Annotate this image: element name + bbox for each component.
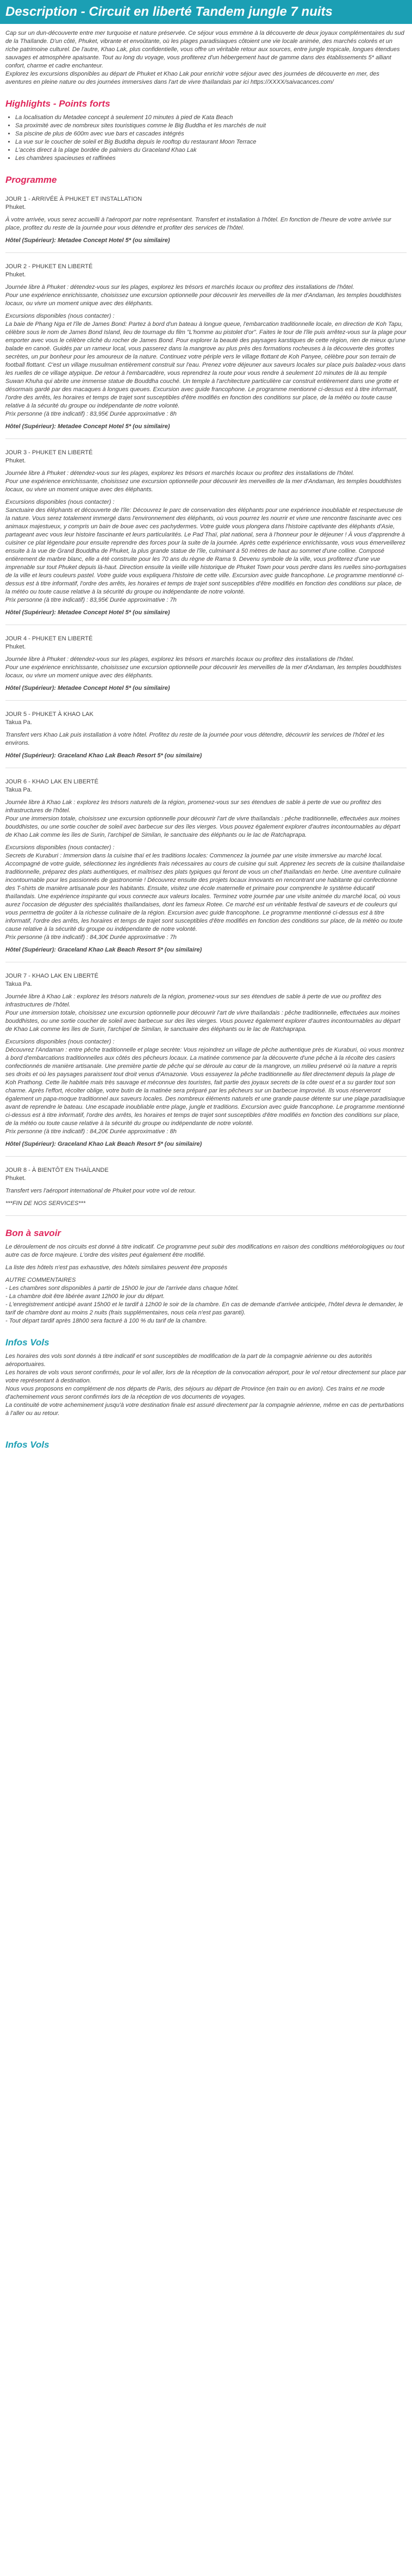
day-hotel: Hôtel (Supérieur): Metadee Concept Hotel 5* (ou similaire) [5,609,170,616]
day-place: Phuket. [5,271,26,278]
spacer [0,1195,412,1200]
spacer [0,839,412,844]
day-paragraph: Journée libre à Phuket : détendez-vous sur les plages, explorez les trésors et marchés locaux ou profitez des installations de l'hôtel. [5,656,354,663]
day-hotel: Hôtel (Supérieur): Metadee Concept Hotel 5* (ou similaire) [5,237,170,244]
day-paragraph: Journée libre à Khao Lak : explorez les trésors naturels de la région, promenez-vous sur ses étendues de sable à perte de vue ou profitez des infrastructures de l'hôtel. [5,993,382,1008]
day-paragraph: Pour une immersion totale, choisissez une excursion optionnelle pour découvrir l'art de vivre thaïlandais : pêche traditionnelle, effectuées aux moines bouddhistes, ou une sortie coucher de soleil avec barbecue sur des îles vierges. Vous pouvez également explorer d'autres incontournables au départ de Khao Lak comme les îles de Surin, l'archipel de Similan, le sanctuaire des éléphants ou le lac de Ratchaprapa. [5,816,401,838]
bon-paragraph: AUTRE COMMENTAIRES [5,1277,76,1283]
day-hotel: Hôtel (Supérieur): Metadee Concept Hotel 5* (ou similaire) [5,685,170,691]
day-paragraph: Secrets de Kuraburi : Immersion dans la cuisine thaï et les traditions locales: Commencez la journée par une visite immersive au marché local. Accompagné de votre guide, sélectionnez les ingrédients frais nécessaires au cours de cuisine qui suit. Apprenez les secrets de la cuisine thaïlandaise traditionnelle, préparez des plats authentiques, et maîtrisez des plats typiques qui feront de vous un chef thaïlandais en herbe. Une aventure culinaire incontournable pour les passionnés de gastronomie ! Découvrez ensuite des projets locaux innovants en rencontrant une habitante qui confectionne des T-shirts de manière artisanale pour les habitants. Ensuite, visitez une école maternelle et primaire pour comprendre le système éducatif thaïlandais. Une expérience inspirante qui vous connecte aux valeurs locales. Terminez votre journée par une visite animée du marché local, où vous aurez l'occasion de déguster des spécialités thaïlandaises, dont les fameux Rotee. Ce marché est un véritable festival de saveurs et de couleurs qui vous permettra de goûter à la richesse culinaire de la région. Excursion avec guide francophone. Le programme mentionné ci-dessus est à titre informatif, l'ordre des arrêts, les horaires et temps de trajet sont susceptibles d'être modifiés en fonction des conditions sur place, de la météo ou toute cause relative à la sécurité du groupe ou indépendante de notre volonté. [5,853,405,932]
highlights-list [0,114,412,163]
highlight-item: • Sa piscine de plus de 600m avec vue bars et cascades intégrés [15,130,412,138]
highlight-item: • La vue sur le coucher de soleil et Big Buddha depuis le rooftop du restaurant Moon Terrace [15,138,412,146]
infos-paragraph: Les horaires des vols sont donnés à titre indicatif et sont susceptibles de modification de la part de la compagnie aérienne ou des autorités aéroportuaires. [5,1353,372,1368]
day-paragraph: Pour une expérience enrichissante, choisissez une excursion optionnelle pour découvrir les merveilles de la mer d'Andaman, les temples bouddhistes locaux, ou vivre un moment unique avec des éléphants. [5,292,402,307]
day-hotel: Hôtel (Supérieur): Metadee Concept Hotel 5* (ou similaire) [5,423,170,430]
highlight-item: • Sa proximité avec de nombreux sites touristiques comme le Big Buddha et les marchés de nuit [15,122,412,130]
page-banner: Description - Circuit en liberté Tandem jungle 7 nuits [0,0,412,24]
bon-a-savoir [0,1243,412,1325]
programme-title: Programme [5,175,57,185]
day-paragraph: Excursions disponibles (nous contacter) : [5,844,115,851]
day-block [0,711,412,768]
day-paragraph: Journée libre à Phuket : détendez-vous sur les plages, explorez les trésors et marchés locaux ou profitez des installations de l'hôtel. [5,470,354,477]
spacer [0,1272,412,1276]
bon-a-savoir-title: Bon à savoir [5,1228,61,1238]
day-title: JOUR 7 - KHAO LAK EN LIBERTÉ [5,973,98,979]
spacer [0,308,412,312]
divider [5,438,407,439]
day-paragraph: Excursions disponibles (nous contacter) : [5,313,115,319]
day-place: Phuket. [5,1175,26,1182]
divider [5,252,407,253]
infos-paragraph: Nous vous proposons en complément de nos départs de Paris, des séjours au départ de Province (en train ou en avion). Ces trains et ne mode d'acheminement vous seront confirmés lors de la réception de vos documents de voyages. [5,1386,385,1400]
day-block [0,778,412,962]
day-paragraph: Excursions disponibles (nous contacter) : [5,1039,115,1045]
highlight-item: • Les chambres spacieuses et raffinées [15,155,412,163]
day-paragraph: Prix personne (à titre indicatif) : 83,95€ Durée approximative : 7h [5,597,177,603]
day-paragraph: Excursions disponibles (nous contacter) : [5,499,115,505]
day-block [0,635,412,701]
day-paragraph: Journée libre à Phuket : détendez-vous sur les plages, explorez les trésors et marchés locaux ou profitez des installations de l'hôtel. [5,284,354,291]
day-paragraph: Pour une expérience enrichissante, choisissez une excursion optionnelle pour découvrir les merveilles de la mer d'Andaman, les temples bouddhistes locaux, ou vivre un moment unique avec des éléphants. [5,478,402,493]
infos-vols-title: Infos Vols [5,1337,49,1348]
day-hotel: Hôtel (Supérieur): Graceland Khao Lak Beach Resort 5* (ou similaire) [5,1141,202,1147]
day-paragraph: Transfert vers Khao Lak puis installation à votre hôtel. Profitez du reste de la journée pour vous détendre, découvrir les services de l'hôtel et les environs. [5,732,385,746]
day-place: Phuket. [5,204,26,211]
day-title: JOUR 5 - PHUKET À KHAO LAK [5,711,93,718]
day-hotel: Hôtel (Supérieur): Graceland Khao Lak Beach Resort 5* (ou similaire) [5,752,202,759]
day-paragraph: À votre arrivée, vous serez accueilli à l'aéroport par notre représentant. Transfert et installation à l'hôtel. En fonction de l'heure de votre arrivée sur place, profitez du reste de la journée pour vous détendre et profiter des services de l'hôtel. [5,217,391,231]
day-block [0,449,412,625]
day-paragraph: Prix personne (à titre indicatif) : 83,95€ Durée approximative : 8h [5,411,177,417]
spacer [0,494,412,498]
divider [5,1156,407,1157]
day-place: Takua Pa. [5,719,32,726]
day-paragraph: Journée libre à Khao Lak : explorez les trésors naturels de la région, promenez-vous sur ses étendues de sable à perte de vue ou profitez des infrastructures de l'hôtel. [5,799,382,814]
day-title: JOUR 1 - ARRIVÉE À PHUKET ET INSTALLATION [5,196,142,202]
day-title: JOUR 8 - À BIENTÔT EN THAÏLANDE [5,1167,109,1173]
bon-paragraph: La liste des hôtels n'est pas exhaustive, des hôtels similaires peuvent être proposés [5,1264,228,1271]
day-paragraph: Pour une immersion totale, choisissez une excursion optionnelle pour découvrir l'art de vivre thaïlandais : pêche traditionnelle, effectuées aux moines bouddhistes, ou une sortie coucher de soleil avec barbecue sur des îles vierges. Vous pouvez également explorer d'autres incontournables au départ de Khao Lak comme les îles de Surin, l'archipel de Similan, le sanctuaire des éléphants ou le lac de Ratchaprapa. [5,1010,401,1033]
day-paragraph: Prix personne (à titre indicatif) : 84,30€ Durée approximative : 7h [5,934,177,941]
highlight-item: • L'accès direct à la plage bordée de palmiers du Graceland Khao Lak [15,146,412,155]
day-title: JOUR 2 - PHUKET EN LIBERTÉ [5,263,93,270]
day-block [0,1166,412,1216]
divider [5,1215,407,1216]
highlight-item: • La localisation du Metadee concept à seulement 10 minutes à pied de Kata Beach [15,114,412,122]
intro [0,29,412,87]
intro-paragraph: Explorez les excursions disponibles au départ de Phuket et Khao Lak pour enrichir votre séjour avec des journées de découverte en mer, des aventures en pleine nature ou des journées immersives dans l'art de vivre thaïlandais par ici https://XXXX/saivacances.com/ [5,71,379,85]
day-paragraph: Prix personne (à titre indicatif) : 84,20€ Durée approximative : 8h [5,1128,177,1135]
day-place: Phuket. [5,458,26,464]
day-block [0,263,412,439]
infos-paragraph: La continuité de votre acheminement jusqu'à votre destination finale est assuré directement par la compagnie aérienne, même en cas de perturbations à l'aller ou au retour. [5,1402,404,1417]
day-title: JOUR 3 - PHUKET EN LIBERTÉ [5,449,93,456]
infos-paragraph: Les horaires de vols vous seront confirmés, pour le vol aller, lors de la réception de la convocation aéroport, pour le vol retour directement sur place par votre représentant à destination. [5,1369,406,1384]
day-title: JOUR 6 - KHAO LAK EN LIBERTÉ [5,779,98,785]
day-paragraph: Découvrez l'Andaman : entre pêche traditionnelle et plage secrète: Vous rejoindrez un village de pêche authentique près de Kuraburi, où vous montrez à bord d'embarcations traditionnelles aux côtés des pêcheurs locaux. La matinée commence par la découverte d'une pêche à la récolte des casiers confectionnés de manière artisanale. Une première partie de pêche qui se déroule au cœur de la mangrove, un milieu préservé où la nature a repris ses droits et où les paysages paraissent tout droit venus d'Amazonie. Vous essayerez la pêche traditionnelle au filet directement depuis la plage de Koh Prathong. Cette île habitée mais très sauvage et méconnue des touristes, fait partie des joyaux secrets de la côte ouest et a su garder tout son charme. Après l'effort, récolter oblige, votre butin de la matinée sera préparé par les pêcheurs sur un barbecue improvisé. Ils vous réserveront également un papa-moque traditionnel aux saveurs locales. Des nombreux éléments naturels et une grande pause détente sur une plage paradisiaque avant de reprendre le bateau. Une escapade inoubliable entre plage, jungle et traditions. Excursion avec guide francophone. Le programme mentionné ci-dessus est à titre informatif, l'ordre des arrêts, les horaires et temps de trajet sont susceptibles d'être modifiés en fonction des conditions sur place, de la météo ou toute cause relative à la sécurité du groupe ou indépendante de notre volonté. [5,1047,405,1127]
spacer [0,1259,412,1264]
day-paragraph: Pour une expérience enrichissante, choisissez une excursion optionnelle pour découvrir les merveilles de la mer d'Andaman, les temples bouddhistes locaux, ou vivre un moment unique avec des éléphants. [5,664,402,679]
bon-paragraph: - L'enregistrement anticipé avant 15h00 et le tardif à 12h00 le soir de la chambre. En cas de demande d'arrivée anticipée, l'hôtel devra le demander, le tarif de chambre dont au moins 2 nuits (frais supplémentaires, nous cela n'est pas garanti). [5,1301,403,1316]
day-paragraph: Sanctuaire des éléphants et découverte de l'île: Découvrez le parc de conservation des éléphants pour une expérience inoubliable et respectueuse de la nature. Vous serez totalement immergé dans l'environnement des éléphants, où vous pourrez les nourrir et vivre une rencontre fascinante avec ces animaux majestueux, y compris un bain de boue avec ces pachydermes. Votre guide vous plongera dans l'histoire captivante des éléphants d'Asie, partageant avec vous leur histoire fascinante et leurs particularités. Le Pad Thaï, plat national, sera à l'honneur pour le déjeuner ! À vous d'apprendre à cuisiner ce plat légendaire pour ensuite reprendre des forces pour la suite de la journée. Après cette expérience enrichissante, vous vous émerveillerez ensuite à la vue de Grand Bouddha de Phuket, la plus grande statue de l'île, culminant à 50 mètres de haut au sommet d'une colline. Composé entièrement de marbre blanc, elle a été construite pour les 70 ans du règne de Rama 9. Devenu symbole de la ville, vous profiterez d'une vue imprenable sur tout Phuket depuis là-haut. Direction ensuite la vieille ville historique de Phuket Town pour vous perdre dans les ruelles sino-portugaises de la ville et leurs couleurs pastel. Votre guide vous expliquera l'histoire de cette ville. Excursion avec guide francophone. Le programme mentionné ci-dessus est à titre informatif, l'ordre des arrêts, les horaires et temps de trajet sont susceptibles d'être modifiés en fonction des conditions sur place, de la météo ou toute cause relative à la sécurité du groupe ou indépendante de notre volonté. [5,507,407,595]
day-paragraph: Transfert vers l'aéroport international de Phuket pour votre vol de retour. [5,1188,196,1194]
highlights-title: Highlights - Points forts [5,98,110,109]
infos-vols [0,1352,412,1418]
day-paragraph: ***FIN DE NOS SERVICES*** [5,1200,86,1207]
bon-paragraph: - Les chambres sont disponibles à partir de 15h00 le jour de l'arrivée dans chaque hôtel. [5,1285,239,1292]
day-title: JOUR 4 - PHUKET EN LIBERTÉ [5,635,93,642]
day-paragraph: La baie de Phang Nga et l'île de James Bond: Partez à bord d'un bateau à longue queue, l'embarcation traditionnelle locale, en direction de Koh Tapu, célèbre sous le nom de James Bond Island, lieu de tournage du film "L'homme au pistolet d'or". Faites le tour de l'île puis arrêtez-vous sur la plage pour emporter avec vous le célèbre cliché du rocher de James Bond. Pour explorer la beauté des paysages karstiques de cette région, rien de mieux qu'une balade en canoë. Guidés par un rameur local, vous passerez dans la mangrove au plus près des formations rocheuses à la découverte des grottes secrètes, un pur bonheur pour les amoureux de la nature. Continuez votre périple vers le village flottant de Koh Panyee, célèbre pour son terrain de football flottant. C'est un village musulman entièrement construit sur l'eau. Prenez votre déjeuner aux saveurs locales sur place puis baladez-vous dans les ruelles de ce village atypique. De retour à l'embarcadère, vous reprendrez la route pour vous rendre à seulement 10 minutes de là au temple Suwan Khuha qui abrite une immense statue de Bouddha couché. Un temple à l'architecture particulière car construit entièrement dans une grotte et désormais gardé par des macaques à longues queues. Excursion avec guide francophone. Le programme mentionné ci-dessus est à titre informatif, l'ordre des arrêts, les horaires et temps de trajet sont susceptibles d'être modifiés en fonction des conditions sur place, de la météo ou toute cause relative à la sécurité du groupe ou indépendante de notre volonté. [5,321,407,409]
day-place: Takua Pa. [5,787,32,793]
day-hotel: Hôtel (Supérieur): Graceland Khao Lak Beach Resort 5* (ou similaire) [5,947,202,953]
day-place: Takua Pa. [5,981,32,987]
infos-vols-title-2: Infos Vols [5,1440,49,1450]
bon-paragraph: - Tout départ tardif après 18h00 sera facturé à 100 % du tarif de la chambre. [5,1318,207,1324]
bon-paragraph: Le déroulement de nos circuits est donné à titre indicatif. Ce programme peut subir des modifications en raison des conditions météorologiques ou tout autre cas de force majeure. L'ordre des visites peut également être modifié. [5,1244,404,1258]
spacer [0,1034,412,1038]
intro-paragraph: Cap sur un dun-découverte entre mer turquoise et nature préservée. Ce séjour vous emmène à la découverte de deux joyaux complémentaires du sud de la Thaïlande. D'un côté, Phuket, vibrante et envoûtante, où les plages paradisiaques côtoient une vie locale animée, des marchés colorés et un riche patrimoine culturel. De l'autre, Khao Lak, plus confidentielle, vous offre un véritable retour aux sources, entre jungle tropicale, longues étendues sauvages et atmosphère apaisante. Tout au long du voyage, vous profiterez d'un hébergement haut de gamme dans des établissements 5* alliant confort, charme et cadre enchanteur. [5,30,404,69]
day-place: Phuket. [5,644,26,650]
programme-days [0,195,412,1216]
divider [5,700,407,701]
day-block [0,972,412,1157]
day-block [0,195,412,253]
bon-paragraph: - La chambre doit être libérée avant 12h00 le jour du départ. [5,1293,165,1300]
